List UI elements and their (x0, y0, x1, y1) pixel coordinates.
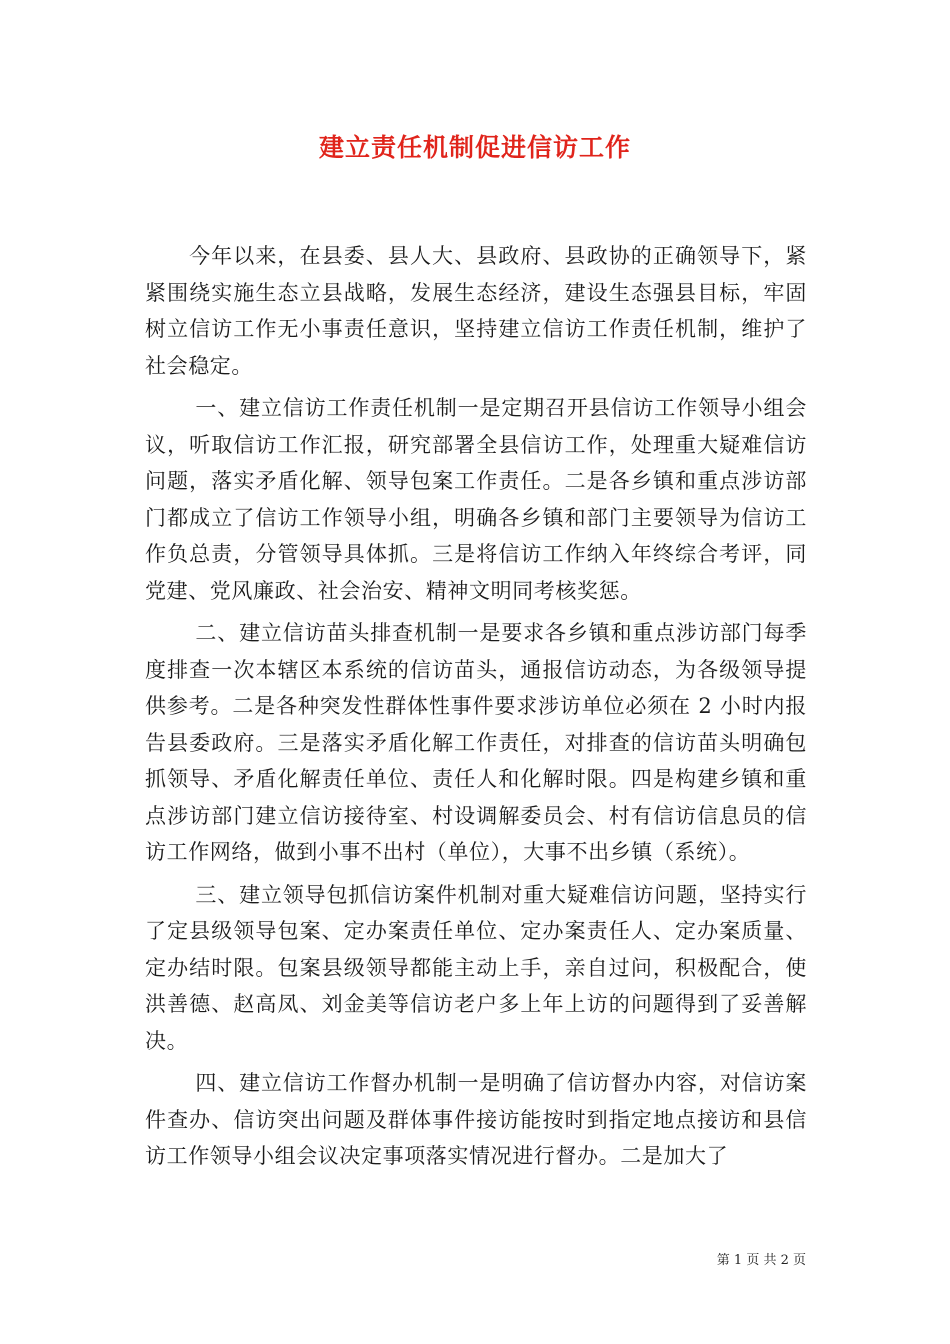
paragraph-section-2: 二、建立信访苗头排查机制一是要求各乡镇和重点涉访部门每季度排查一次本辖区本系统的信访苗头，通报信访动态，为各级领导提供参考。二是各种突发性群体性事件要求涉访单位必须在 2 小时内报告县委政府。三是落实矛盾化解工作责任，对排查的信访苗头明确包抓领导、矛盾化解责任单位、责任人和化解时限。四是构建乡镇和重点涉访部门建立信访接待室、村设调解委员会、村有信访信息员的信访工作网络，做到小事不出村（单位），大事不出乡镇（系统）。 (145, 621, 807, 864)
paragraph-section-4: 四、建立信访工作督办机制一是明确了信访督办内容，对信访案件查办、信访突出问题及群体事件接访能按时到指定地点接访和县信访工作领导小组会议决定事项落实情况进行督办。二是加大了 (145, 1071, 807, 1168)
document-body (145, 238, 807, 1181)
document-title: 建立责任机制促进信访工作 (318, 133, 631, 162)
page-number-footer: 第 1 页 共 2 页 (716, 1253, 806, 1268)
paragraph-section-1: 一、建立信访工作责任机制一是定期召开县信访工作领导小组会议，听取信访工作汇报，研究部署全县信访工作，处理重大疑难信访问题，落实矛盾化解、领导包案工作责任。二是各乡镇和重点涉访部门都成立了信访工作领导小组，明确各乡镇和部门主要领导为信访工作负总责，分管领导具体抓。三是将信访工作纳入年终综合考评，同党建、党风廉政、社会治安、精神文明同考核奖惩。 (145, 396, 807, 603)
paragraph-section-3: 三、建立领导包抓信访案件机制对重大疑难信访问题，坚持实行了定县级领导包案、定办案责任单位、定办案责任人、定办案质量、定办结时限。包案县级领导都能主动上手，亲自过问，积极配合，使洪善德、赵高凤、刘金美等信访老户多上年上访的问题得到了妥善解决。 (145, 882, 807, 1053)
paragraph-intro: 今年以来，在县委、县人大、县政府、县政协的正确领导下，紧紧围绕实施生态立县战略，发展生态经济，建设生态强县目标，牢固树立信访工作无小事责任意识，坚持建立信访工作责任机制，维护了社会稳定。 (145, 244, 807, 378)
